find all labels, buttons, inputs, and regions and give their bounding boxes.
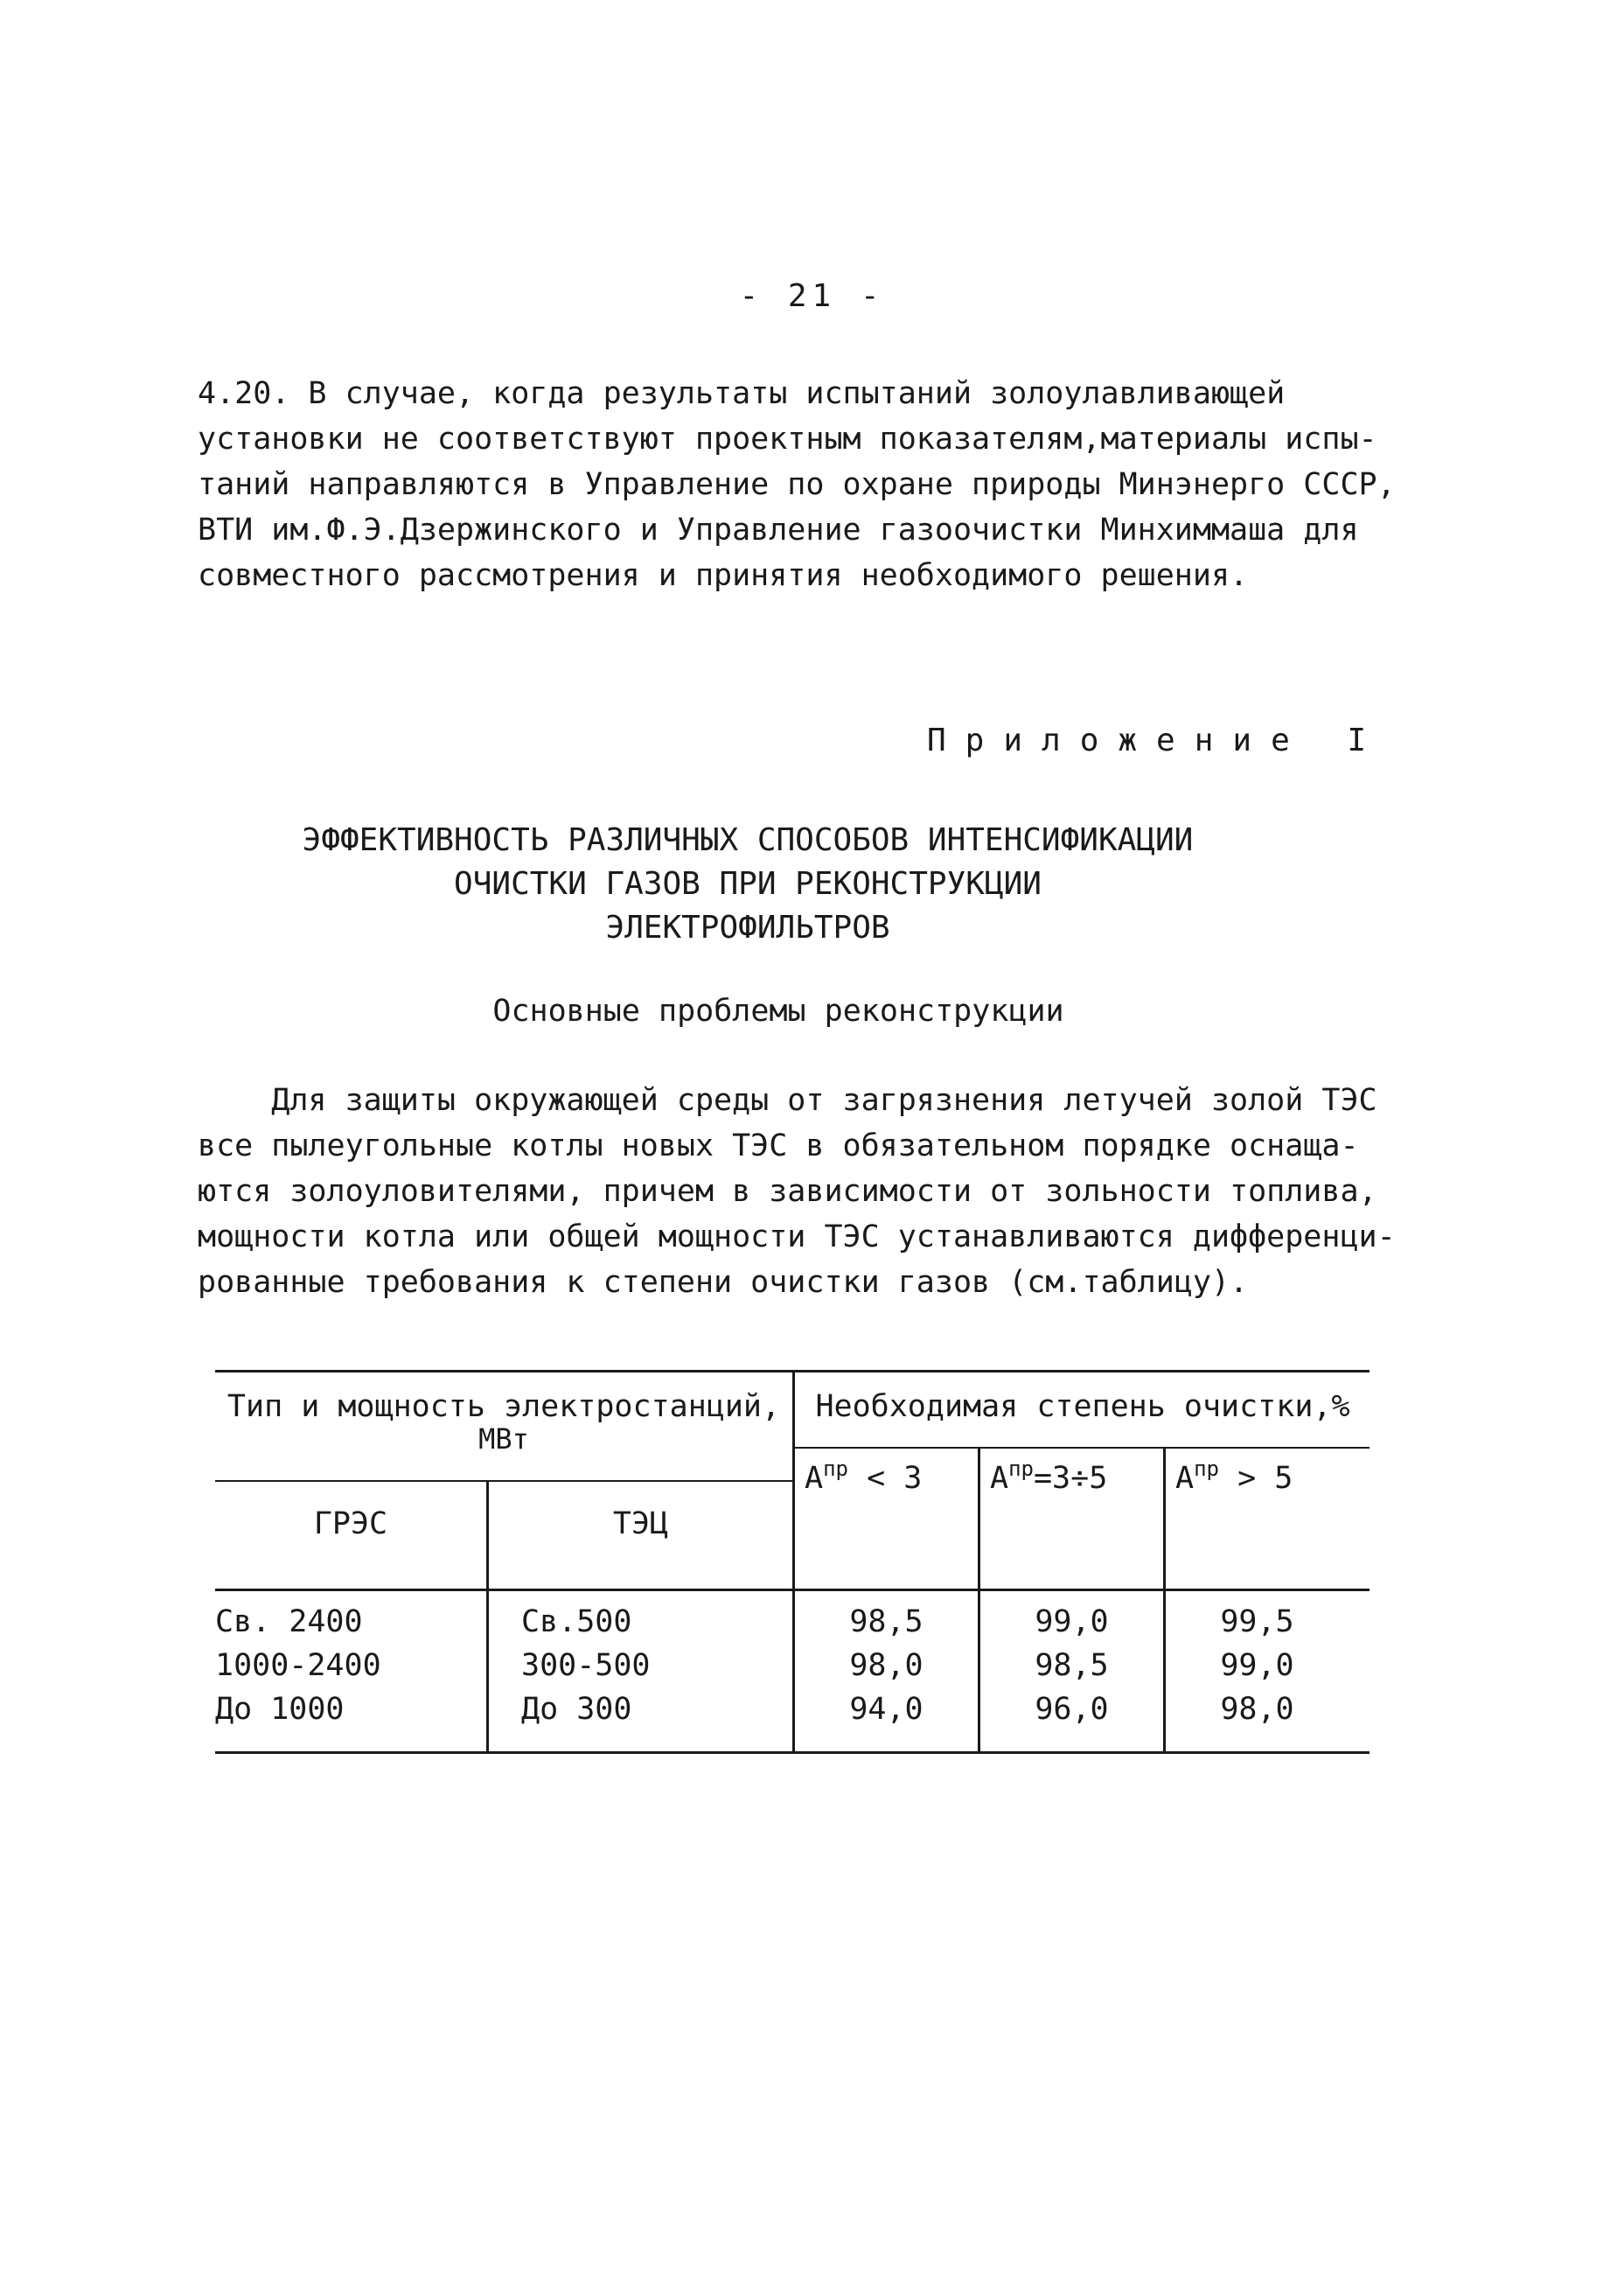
ash-superscript: пр [1008, 1456, 1034, 1481]
ash-condition: =3÷5 [1033, 1461, 1108, 1496]
table-row-3-v1: 94,0 [849, 1692, 924, 1727]
ash-superscript: пр [823, 1456, 848, 1481]
ash-symbol: А [805, 1461, 824, 1496]
ash-superscript: пр [1194, 1456, 1219, 1481]
cleaning-degree-table [215, 1370, 1370, 1755]
table-header-divider [215, 1480, 792, 1482]
section-subtitle: Основные проблемы реконструкции [492, 994, 1064, 1029]
ash-symbol: А [1175, 1461, 1195, 1496]
table-row-2-v3: 99,0 [1220, 1648, 1294, 1683]
table-row-1-v3: 99,5 [1220, 1604, 1294, 1639]
ash-condition: > 5 [1237, 1461, 1293, 1496]
ash-symbol: А [990, 1461, 1009, 1496]
table-row-3-v2: 96,0 [1035, 1692, 1109, 1727]
appendix-label: Приложение I [927, 723, 1386, 758]
header-col-ash-3-5 [990, 1456, 1108, 1496]
header-station-unit: МВт [478, 1422, 529, 1456]
ash-condition: < 3 [867, 1461, 923, 1496]
appendix-title: ЭФФЕКТИВНОСТЬ РАЗЛИЧНЫХ СПОСОБОВ ИНТЕНСИФИКАЦИИ ОЧИСТКИ ГАЗОВ ПРИ РЕКОНСТРУКЦИИ ЭЛЕКТРОФИЛЬТРОВ [302, 822, 1194, 946]
table-row-1-gres: Св. 2400 [215, 1604, 363, 1639]
table-bottom-rule [215, 1751, 1370, 1754]
paragraph-main: Для защиты окружающей среды от загрязнения летучей золой ТЭС все пылеугольные котлы новых ТЭС в обязательном порядке оснаща- ются золоуловителями, причем в зависимости от зольности топлива, мощности котла или общей мощности ТЭС устанавливаются дифференци- рованные требования к степени очистки газов (см.таблицу). [198, 1083, 1396, 1300]
table-row-1-tec: Св.500 [521, 1604, 632, 1639]
table-row-1-v1: 98,5 [849, 1604, 924, 1639]
table-row-2-tec: 300-500 [521, 1648, 651, 1683]
header-col-ash-gt5 [1175, 1456, 1293, 1496]
header-col-ash-lt3 [805, 1456, 923, 1496]
page-number: - 21 - [739, 278, 885, 314]
table-header-rule-right [792, 1447, 1370, 1449]
table-row-3-tec: До 300 [521, 1692, 632, 1727]
header-station-type: Тип и мощность электростанций, [227, 1389, 781, 1424]
table-row-3-v3: 98,0 [1220, 1692, 1294, 1727]
header-cleaning-degree: Необходимая степень очистки,% [815, 1389, 1350, 1424]
paragraph-4-20: 4.20. В случае, когда результаты испытаний золоулавливающей установки не соответствуют проектным показателям,материалы испы- таний направляются в Управление по охране природы Минэнерго СССР, ВТИ им.Ф.Э.Дзержинского и Управление газоочистки Минхиммаша для совместного рассмотрения и принятия необходимого решения. [198, 376, 1396, 593]
table-row-1-v2: 99,0 [1035, 1604, 1109, 1639]
table-row-2-v1: 98,0 [849, 1648, 924, 1683]
table-row-3-gres: До 1000 [215, 1692, 345, 1727]
header-gres: ГРЭС [313, 1506, 388, 1541]
header-tec: ТЭЦ [612, 1506, 669, 1541]
table-row-2-v2: 98,5 [1035, 1648, 1109, 1683]
table-row-2-gres: 1000-2400 [215, 1648, 381, 1683]
